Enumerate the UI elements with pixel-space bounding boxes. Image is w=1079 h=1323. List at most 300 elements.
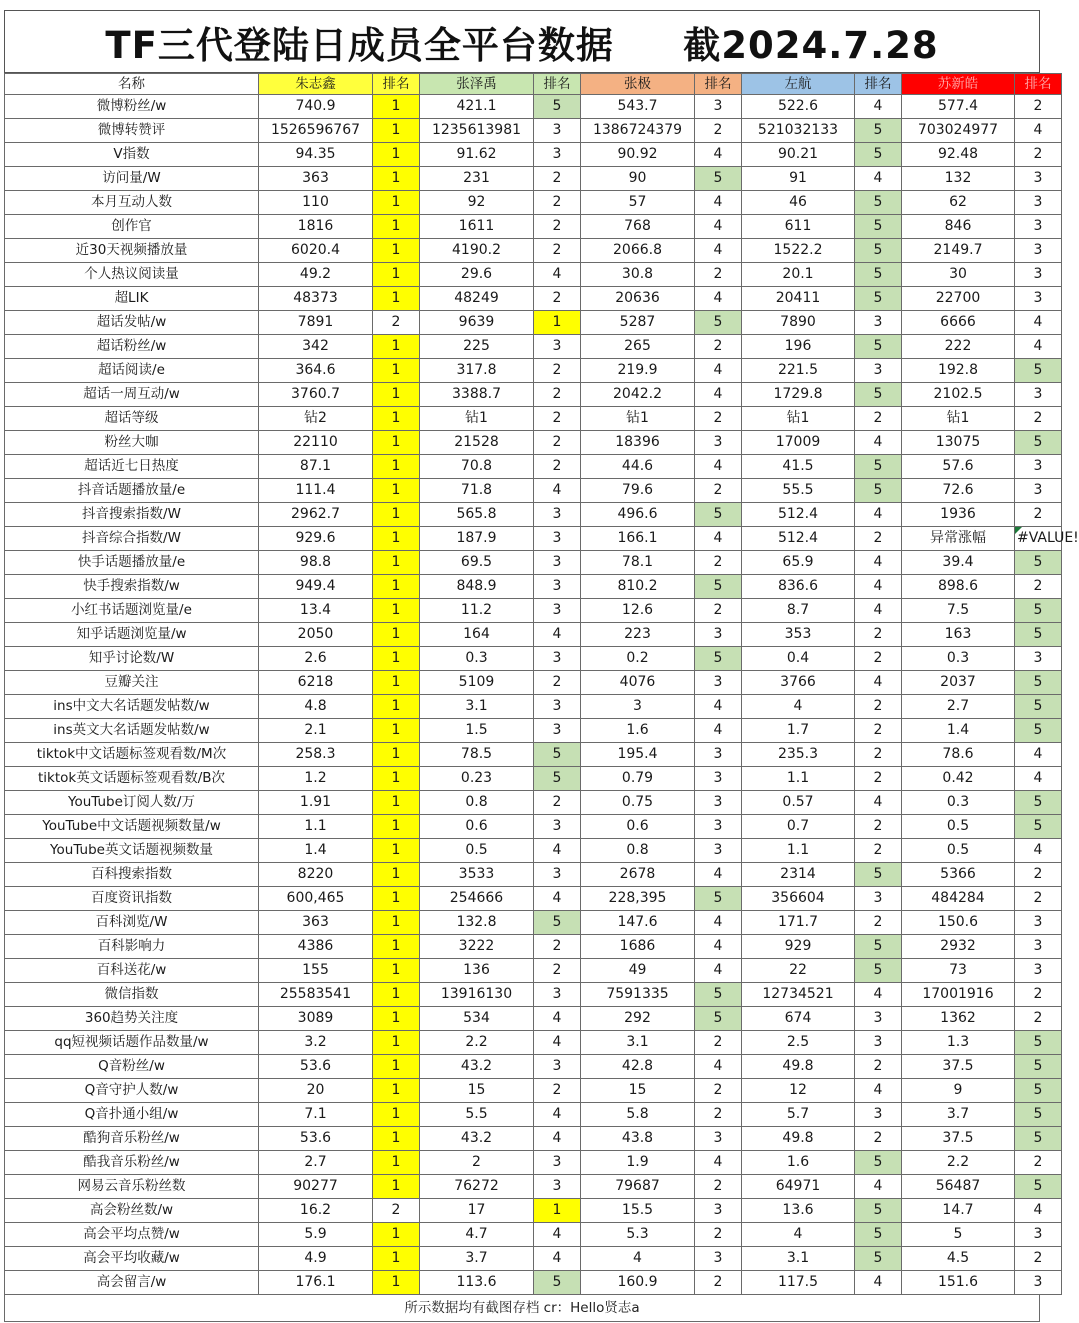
- value-cell: 2102.5: [902, 383, 1015, 407]
- value-cell: 600,465: [259, 887, 373, 911]
- value-cell: 94.35: [259, 143, 373, 167]
- value-cell: 421.1: [420, 95, 534, 119]
- value-cell: 292: [581, 1007, 695, 1031]
- table-row: [5, 887, 1062, 911]
- value-cell: 76272: [420, 1175, 534, 1199]
- row-label: 高会平均收藏/w: [5, 1247, 259, 1271]
- value-cell: 0.5: [420, 839, 534, 863]
- value-cell: 0.3: [902, 647, 1015, 671]
- rank-cell: 1: [373, 191, 420, 215]
- row-label: 快手搜索指数/w: [5, 575, 259, 599]
- row-label: 百科影响力: [5, 935, 259, 959]
- value-cell: 44.6: [581, 455, 695, 479]
- rank-cell: 4: [855, 1079, 902, 1103]
- rank-cell: 2: [695, 119, 742, 143]
- rank-cell: 5: [695, 167, 742, 191]
- rank-cell: 2: [855, 407, 902, 431]
- rank-cell: 3: [695, 767, 742, 791]
- rank-cell: 5: [1015, 671, 1062, 695]
- header-rank: 排名: [534, 74, 581, 95]
- value-cell: 2.5: [742, 1031, 855, 1055]
- rank-cell: 1: [373, 623, 420, 647]
- rank-cell: 4: [855, 503, 902, 527]
- rank-cell: 5: [534, 1271, 581, 1295]
- rank-cell: 3: [855, 1031, 902, 1055]
- value-cell: 164: [420, 623, 534, 647]
- rank-cell: 1: [373, 575, 420, 599]
- rank-cell: 5: [695, 575, 742, 599]
- rank-cell: 1: [373, 359, 420, 383]
- rank-cell: 1: [373, 791, 420, 815]
- value-cell: 15: [420, 1079, 534, 1103]
- rank-cell: 5: [1015, 791, 1062, 815]
- rank-cell: 3: [1015, 383, 1062, 407]
- rank-cell: 4: [534, 887, 581, 911]
- table-row: [5, 455, 1062, 479]
- rank-cell: 1: [373, 863, 420, 887]
- value-cell: 111.4: [259, 479, 373, 503]
- value-cell: 846: [902, 215, 1015, 239]
- value-cell: 703024977: [902, 119, 1015, 143]
- value-cell: 522.6: [742, 95, 855, 119]
- rank-cell: 1: [373, 455, 420, 479]
- value-cell: 136: [420, 959, 534, 983]
- value-cell: 0.42: [902, 767, 1015, 791]
- value-cell: 25583541: [259, 983, 373, 1007]
- value-cell: 836.6: [742, 575, 855, 599]
- table-row: [5, 287, 1062, 311]
- rank-cell: 4: [855, 575, 902, 599]
- value-cell: 16.2: [259, 1199, 373, 1223]
- value-cell: 13916130: [420, 983, 534, 1007]
- footer-note: 所示数据均有截图存档 cr：Hello贤志a: [4, 1295, 1040, 1322]
- value-cell: 0.6: [420, 815, 534, 839]
- value-cell: 90.21: [742, 143, 855, 167]
- table-row: [5, 671, 1062, 695]
- rank-cell: 4: [534, 839, 581, 863]
- rank-cell: 1: [373, 263, 420, 287]
- value-cell: 4.8: [259, 695, 373, 719]
- rank-cell: 3: [1015, 215, 1062, 239]
- value-cell: 1686: [581, 935, 695, 959]
- rank-cell: 1: [373, 1151, 420, 1175]
- rank-cell: 5: [695, 647, 742, 671]
- value-cell: 78.6: [902, 743, 1015, 767]
- value-cell: 78.1: [581, 551, 695, 575]
- value-cell: 17001916: [902, 983, 1015, 1007]
- table-row: [5, 743, 1062, 767]
- table-row: [5, 167, 1062, 191]
- value-cell: 6666: [902, 311, 1015, 335]
- rank-cell: 3: [855, 1103, 902, 1127]
- rank-cell: 2: [534, 167, 581, 191]
- value-cell: 3533: [420, 863, 534, 887]
- rank-cell: 3: [534, 719, 581, 743]
- value-cell: 740.9: [259, 95, 373, 119]
- value-cell: 565.8: [420, 503, 534, 527]
- row-label: 知乎讨论数/W: [5, 647, 259, 671]
- value-cell: 42.8: [581, 1055, 695, 1079]
- rank-cell: 5: [1015, 1103, 1062, 1127]
- value-cell: 37.5: [902, 1055, 1015, 1079]
- value-cell: 1.6: [581, 719, 695, 743]
- value-cell: 17009: [742, 431, 855, 455]
- value-cell: 110: [259, 191, 373, 215]
- rank-cell: 3: [1015, 167, 1062, 191]
- rank-cell: 4: [695, 695, 742, 719]
- value-cell: 钻1: [420, 407, 534, 431]
- value-cell: 9639: [420, 311, 534, 335]
- rank-cell: 4: [855, 167, 902, 191]
- value-cell: 496.6: [581, 503, 695, 527]
- rank-cell: 5: [1015, 1031, 1062, 1055]
- value-cell: 79.6: [581, 479, 695, 503]
- rank-cell: 5: [695, 1007, 742, 1031]
- row-label: 访问量/W: [5, 167, 259, 191]
- rank-cell: 1: [373, 1271, 420, 1295]
- value-cell: 41.5: [742, 455, 855, 479]
- value-cell: 317.8: [420, 359, 534, 383]
- rank-cell: 2: [855, 767, 902, 791]
- row-label: 百科浏览/W: [5, 911, 259, 935]
- row-label: 酷我音乐粉丝/w: [5, 1151, 259, 1175]
- value-cell: 0.3: [902, 791, 1015, 815]
- rank-cell: 3: [695, 839, 742, 863]
- value-cell: 6218: [259, 671, 373, 695]
- value-cell: 363: [259, 167, 373, 191]
- rank-cell: 1: [373, 839, 420, 863]
- value-cell: 7591335: [581, 983, 695, 1007]
- row-label: YouTube订阅人数/万: [5, 791, 259, 815]
- rank-cell: 5: [855, 215, 902, 239]
- rank-cell: 3: [534, 647, 581, 671]
- value-cell: 2932: [902, 935, 1015, 959]
- rank-cell: 3: [695, 431, 742, 455]
- rank-cell: 1: [373, 599, 420, 623]
- row-label: 豆瓣关注: [5, 671, 259, 695]
- table-row: [5, 575, 1062, 599]
- value-cell: 3222: [420, 935, 534, 959]
- header-member: 张极: [581, 74, 695, 95]
- value-cell: 21528: [420, 431, 534, 455]
- rank-cell: 5: [1015, 815, 1062, 839]
- value-cell: 1.1: [742, 767, 855, 791]
- rank-cell: 5: [1015, 551, 1062, 575]
- row-label: 微信指数: [5, 983, 259, 1007]
- value-cell: 1.7: [742, 719, 855, 743]
- rank-cell: 2: [695, 1271, 742, 1295]
- value-cell: 71.8: [420, 479, 534, 503]
- value-cell: 48373: [259, 287, 373, 311]
- rank-cell: 1: [373, 431, 420, 455]
- value-cell: 20.1: [742, 263, 855, 287]
- rank-cell: 5: [1015, 431, 1062, 455]
- value-cell: 13.6: [742, 1199, 855, 1223]
- rank-cell: 2: [534, 455, 581, 479]
- rank-cell: 2: [1015, 407, 1062, 431]
- rank-cell: 1: [373, 1127, 420, 1151]
- row-label: 近30天视频播放量: [5, 239, 259, 263]
- value-cell: 57: [581, 191, 695, 215]
- rank-cell: 3: [534, 1175, 581, 1199]
- value-cell: 1.3: [902, 1031, 1015, 1055]
- table-row: [5, 1175, 1062, 1199]
- value-cell: 768: [581, 215, 695, 239]
- row-label: Q音粉丝/w: [5, 1055, 259, 1079]
- row-label: YouTube英文话题视频数量: [5, 839, 259, 863]
- rank-cell: 3: [534, 335, 581, 359]
- rank-cell: 3: [534, 503, 581, 527]
- rank-cell: 4: [695, 143, 742, 167]
- value-cell: 1386724379: [581, 119, 695, 143]
- rank-cell: 5: [855, 455, 902, 479]
- rank-cell: 2: [855, 695, 902, 719]
- row-label: ins英文大名话题发帖数/w: [5, 719, 259, 743]
- rank-cell: 4: [695, 527, 742, 551]
- value-cell: 898.6: [902, 575, 1015, 599]
- row-label: 酷狗音乐粉丝/w: [5, 1127, 259, 1151]
- value-cell: 342: [259, 335, 373, 359]
- value-cell: 2: [420, 1151, 534, 1175]
- row-label: 高会平均点赞/w: [5, 1223, 259, 1247]
- rank-cell: 1: [373, 815, 420, 839]
- value-cell: 8.7: [742, 599, 855, 623]
- value-cell: 1.1: [259, 815, 373, 839]
- row-label: 本月互动人数: [5, 191, 259, 215]
- table-row: [5, 551, 1062, 575]
- rank-cell: 1: [373, 743, 420, 767]
- rank-cell: 2: [855, 1127, 902, 1151]
- rank-cell: 1: [373, 959, 420, 983]
- rank-cell: 2: [1015, 95, 1062, 119]
- header-rank: 排名: [855, 74, 902, 95]
- rank-cell: 3: [1015, 911, 1062, 935]
- value-cell: 1816: [259, 215, 373, 239]
- table-row: [5, 599, 1062, 623]
- value-cell: 3766: [742, 671, 855, 695]
- rank-cell: 1: [373, 1103, 420, 1127]
- rank-cell: 4: [534, 1223, 581, 1247]
- value-cell: 187.9: [420, 527, 534, 551]
- value-cell: 37.5: [902, 1127, 1015, 1151]
- rank-cell: 2: [534, 191, 581, 215]
- table-row: [5, 1247, 1062, 1271]
- value-cell: 4: [742, 695, 855, 719]
- value-cell: 577.4: [902, 95, 1015, 119]
- table-row: [5, 839, 1062, 863]
- value-cell: 55.5: [742, 479, 855, 503]
- value-cell: 0.4: [742, 647, 855, 671]
- rank-cell: 2: [373, 1199, 420, 1223]
- rank-cell: 5: [1015, 1055, 1062, 1079]
- header-member: 左航: [742, 74, 855, 95]
- rank-cell: 5: [855, 863, 902, 887]
- value-cell: 231: [420, 167, 534, 191]
- rank-cell: 5: [855, 335, 902, 359]
- value-cell: 2050: [259, 623, 373, 647]
- value-cell: 1.1: [742, 839, 855, 863]
- table-row: [5, 983, 1062, 1007]
- rank-cell: 1: [534, 1199, 581, 1223]
- value-cell: 356604: [742, 887, 855, 911]
- value-cell: 0.79: [581, 767, 695, 791]
- rank-cell: 3: [695, 623, 742, 647]
- rank-cell: 5: [695, 311, 742, 335]
- rank-cell: 2: [534, 215, 581, 239]
- value-cell: 147.6: [581, 911, 695, 935]
- rank-cell: 2: [534, 359, 581, 383]
- value-cell: 13075: [902, 431, 1015, 455]
- header-member: 苏新皓: [902, 74, 1015, 95]
- value-cell: 363: [259, 911, 373, 935]
- row-label: 360趋势关注度: [5, 1007, 259, 1031]
- value-cell: 929: [742, 935, 855, 959]
- value-cell: 5.9: [259, 1223, 373, 1247]
- header-rank: 排名: [695, 74, 742, 95]
- rank-cell: 2: [1015, 1007, 1062, 1031]
- value-cell: 48249: [420, 287, 534, 311]
- table-row: [5, 719, 1062, 743]
- table-row: [5, 239, 1062, 263]
- rank-cell: 1: [373, 119, 420, 143]
- rank-cell: 3: [1015, 455, 1062, 479]
- rank-cell: 2: [1015, 575, 1062, 599]
- value-cell: 254666: [420, 887, 534, 911]
- rank-cell: 3: [1015, 287, 1062, 311]
- value-cell: 0.7: [742, 815, 855, 839]
- rank-cell: 5: [695, 887, 742, 911]
- rank-cell: 3: [855, 311, 902, 335]
- rank-cell: 3: [1015, 479, 1062, 503]
- rank-cell: 5: [855, 1223, 902, 1247]
- rank-cell: 4: [1015, 311, 1062, 335]
- value-cell: 3.1: [742, 1247, 855, 1271]
- rank-cell: 5: [534, 911, 581, 935]
- rank-cell: 2: [534, 791, 581, 815]
- value-cell: 674: [742, 1007, 855, 1031]
- rank-cell: 5: [855, 191, 902, 215]
- value-cell: 90: [581, 167, 695, 191]
- value-cell: 7891: [259, 311, 373, 335]
- table-row: [5, 431, 1062, 455]
- rank-cell: 4: [855, 599, 902, 623]
- value-cell: 79687: [581, 1175, 695, 1199]
- value-cell: 1.4: [902, 719, 1015, 743]
- value-cell: 192.8: [902, 359, 1015, 383]
- value-cell: 13.4: [259, 599, 373, 623]
- value-cell: 196: [742, 335, 855, 359]
- rank-cell: 1: [373, 1223, 420, 1247]
- value-cell: 2066.8: [581, 239, 695, 263]
- table-row: [5, 119, 1062, 143]
- table-row: [5, 311, 1062, 335]
- value-cell: 3.1: [581, 1031, 695, 1055]
- header-row: [5, 74, 1062, 95]
- rank-cell: 4: [695, 215, 742, 239]
- rank-cell: 2: [695, 263, 742, 287]
- rank-cell: 4: [534, 623, 581, 647]
- rank-cell: 2: [1015, 143, 1062, 167]
- value-cell: 5.5: [420, 1103, 534, 1127]
- value-cell: 异常涨幅: [902, 527, 1015, 551]
- rank-cell: 2: [534, 671, 581, 695]
- value-cell: 611: [742, 215, 855, 239]
- rank-cell: 2: [855, 527, 902, 551]
- rank-cell: 5: [855, 479, 902, 503]
- value-cell: 12734521: [742, 983, 855, 1007]
- rank-cell: 4: [534, 1031, 581, 1055]
- value-cell: 20411: [742, 287, 855, 311]
- value-cell: 5.8: [581, 1103, 695, 1127]
- rank-cell: 2: [1015, 863, 1062, 887]
- rank-cell: 3: [695, 1247, 742, 1271]
- value-cell: 钻1: [902, 407, 1015, 431]
- rank-cell: 2: [855, 839, 902, 863]
- row-label: 百度资讯指数: [5, 887, 259, 911]
- value-cell: 43.2: [420, 1055, 534, 1079]
- rank-cell: 2: [695, 479, 742, 503]
- value-cell: 265: [581, 335, 695, 359]
- table-row: [5, 1271, 1062, 1295]
- value-cell: 钻1: [581, 407, 695, 431]
- value-cell: 4: [581, 1247, 695, 1271]
- value-cell: 69.5: [420, 551, 534, 575]
- value-cell: 65.9: [742, 551, 855, 575]
- value-cell: 62: [902, 191, 1015, 215]
- row-label: 抖音综合指数/W: [5, 527, 259, 551]
- table-row: [5, 935, 1062, 959]
- value-cell: 1611: [420, 215, 534, 239]
- value-cell: 132: [902, 167, 1015, 191]
- value-cell: 2.7: [259, 1151, 373, 1175]
- value-cell: 2314: [742, 863, 855, 887]
- value-cell: 53.6: [259, 1055, 373, 1079]
- value-cell: 1522.2: [742, 239, 855, 263]
- rank-cell: 4: [1015, 767, 1062, 791]
- table-row: [5, 527, 1062, 551]
- table-body: [5, 95, 1079, 1295]
- rank-cell: 2: [695, 1103, 742, 1127]
- rank-cell: 4: [855, 1175, 902, 1199]
- row-label: 超LIK: [5, 287, 259, 311]
- rank-cell: 2: [855, 743, 902, 767]
- value-cell: 221.5: [742, 359, 855, 383]
- rank-cell: 5: [695, 983, 742, 1007]
- rank-cell: 5: [1015, 1127, 1062, 1151]
- value-cell: 30: [902, 263, 1015, 287]
- rank-cell: 2: [855, 623, 902, 647]
- value-cell: 2962.7: [259, 503, 373, 527]
- rank-cell: 5: [534, 95, 581, 119]
- rank-cell: 3: [534, 119, 581, 143]
- table-row: [5, 1031, 1062, 1055]
- rank-cell: 1: [373, 239, 420, 263]
- rank-cell: 3: [695, 815, 742, 839]
- value-cell: 14.7: [902, 1199, 1015, 1223]
- rank-cell: 3: [534, 863, 581, 887]
- value-cell: 2.1: [259, 719, 373, 743]
- value-cell: 1235613981: [420, 119, 534, 143]
- rank-cell: 1: [373, 1031, 420, 1055]
- value-cell: 3089: [259, 1007, 373, 1031]
- value-cell: 11.2: [420, 599, 534, 623]
- value-cell: 117.5: [742, 1271, 855, 1295]
- rank-cell: 2: [695, 551, 742, 575]
- rank-cell: 3: [1015, 935, 1062, 959]
- value-cell: 78.5: [420, 743, 534, 767]
- value-cell: 222: [902, 335, 1015, 359]
- rank-cell: 3: [695, 1127, 742, 1151]
